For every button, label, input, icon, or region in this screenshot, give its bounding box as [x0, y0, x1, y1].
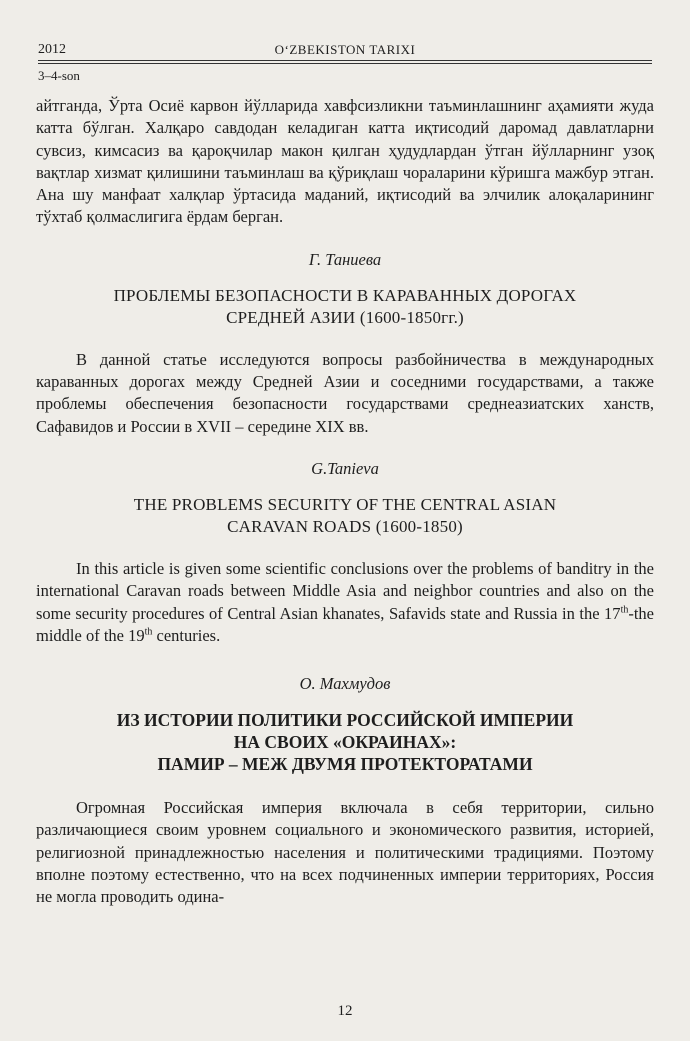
- article-author: О. Махмудов: [299, 674, 391, 694]
- abstract-en-text-part2: -the middle of the 19: [36, 603, 654, 645]
- header-journal-title: O‘ZBEKISTON TARIXI: [274, 42, 416, 57]
- article-title-line1: ИЗ ИСТОРИИ ПОЛИТИКИ РОССИЙСКОЙ ИМПЕРИИ: [116, 710, 574, 731]
- abstract-ru-text: В данной статье исследуются вопросы разбойничества в международных караванных дорогах между Средней Азии и соседними государствами, а также проблемы обеспечения безопасности государствами среднеазиатских ханств, Сафавидов и России в XVII – середине XIX вв.: [36, 349, 654, 436]
- abstract-ru-title: [36, 285, 654, 329]
- page-content: [36, 95, 654, 909]
- header-rule: [38, 60, 652, 61]
- page-number: 12: [337, 1003, 353, 1019]
- abstract-ru-title-line2: СРЕДНЕЙ АЗИИ (1600-1850гг.): [226, 307, 464, 327]
- article-title-line3: ПАМИР – МЕЖ ДВУМЯ ПРОТЕКТОРАТАМИ: [157, 754, 533, 775]
- header-issue: 3–4-son: [38, 68, 80, 83]
- abstract-en-title-line2: CARAVAN ROADS (1600-1850): [227, 516, 463, 536]
- header-year: 2012: [38, 42, 66, 57]
- abstract-en-text-part1: In this article is given some scientific conclusions over the problems of banditry in the international Caravan roads between Middle Asia and neighbor countries and also on the some security procedures of Central Asian khanates, Safavids state and Russia in the 17: [36, 558, 654, 623]
- intro-paragraph: айтганда, Ўрта Осиё карвон йўлларида хавфсизликни таъминлашнинг аҳамияти жуда катта бўлган. Халқаро савдодан келадиган катта иқтисодий даромад давлатларни сувсиз, кимсасиз ва қароқчилар макон қилган ҳудудлардан ўтган йўлларнинг узоқ вақтлар хизмат қилишини таъминлаш ва қўриқлаш чораларини кўришга мажбур этган. Ана шу манфаат халқлар ўртасида маданий, иқтисодий ва элчилик алоқаларининг тўхтаб қолмаслигига ёрдам берган.: [36, 96, 654, 227]
- article-body-text: Огромная Российская империя включала в себя территории, сильно различающиеся своим уровнем социального и экономического развития, историей, религиозной принадлежностью населения и политическими традициями. Поэтому вполне поэтому естественно, что на всех подчиненных империи территориях, Россия не могла проводить одина-: [36, 798, 654, 907]
- abstract-en-text-part3: centuries.: [152, 625, 221, 645]
- abstract-en-text: [36, 558, 654, 647]
- article-title-line2: НА СВОИХ «ОКРАИНАХ»:: [233, 732, 457, 753]
- abstract-en-author: G.Tanieva: [311, 458, 379, 478]
- superscript-th: th: [620, 604, 629, 616]
- superscript-th-2: th: [144, 626, 153, 638]
- article-title: [36, 709, 654, 775]
- running-header: [38, 40, 652, 64]
- header-rule-double: [38, 63, 652, 64]
- abstract-ru-title-line1: ПРОБЛЕМЫ БЕЗОПАСНОСТИ В КАРАВАННЫХ ДОРОГАХ: [113, 285, 577, 305]
- abstract-ru-author: Г. Таниева: [308, 249, 382, 269]
- abstract-en-title: [36, 494, 654, 538]
- abstract-en-title-line1: THE PROBLEMS SECURITY OF THE CENTRAL ASIAN: [133, 494, 557, 514]
